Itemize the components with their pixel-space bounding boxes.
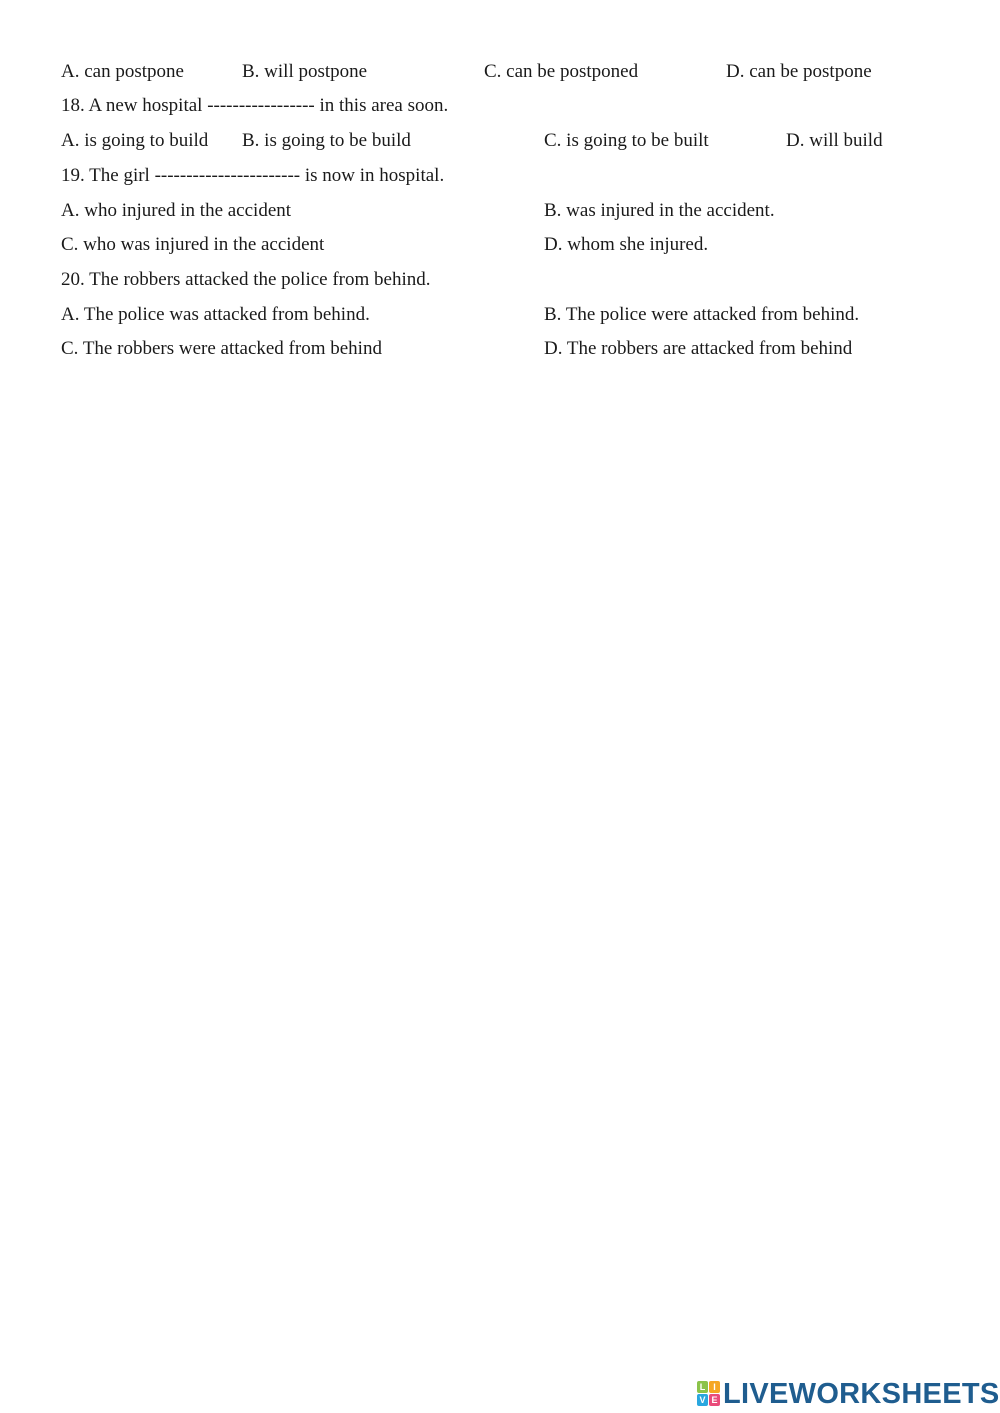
q18-stem: 18. A new hospital ----------------- in this area soon. xyxy=(61,95,449,116)
logo-text: LIVEWORKSHEETS xyxy=(723,1378,1000,1410)
q18-option-c[interactable]: C. is going to be built xyxy=(544,130,709,151)
q20-option-a[interactable]: A. The police was attacked from behind. xyxy=(61,304,370,325)
q18-option-b[interactable]: B. is going to be build xyxy=(242,130,411,151)
q17-option-d[interactable]: D. can be postpone xyxy=(726,61,872,82)
logo-mark-letter: L xyxy=(697,1381,708,1393)
q20-option-b[interactable]: B. The police were attacked from behind. xyxy=(544,304,860,325)
q20-option-c[interactable]: C. The robbers were attacked from behind xyxy=(61,338,382,359)
q19-option-d[interactable]: D. whom she injured. xyxy=(544,234,709,255)
q18-option-a[interactable]: A. is going to build xyxy=(61,130,209,151)
q18-option-d[interactable]: D. will build xyxy=(786,130,883,151)
q20-option-d[interactable]: D. The robbers are attacked from behind xyxy=(544,338,853,359)
q17-option-c[interactable]: C. can be postponed xyxy=(484,61,639,82)
q17-option-a[interactable]: A. can postpone xyxy=(61,61,184,82)
logo-mark-letter: E xyxy=(709,1394,720,1406)
q19-stem: 19. The girl ----------------------- is now in hospital. xyxy=(61,165,445,186)
q20-stem: 20. The robbers attacked the police from behind. xyxy=(61,269,431,290)
q19-option-a[interactable]: A. who injured in the accident xyxy=(61,200,292,221)
liveworksheets-logo xyxy=(697,1378,1000,1410)
logo-mark-letter: I xyxy=(709,1381,720,1393)
logo-mark-icon xyxy=(697,1381,721,1407)
logo-mark-letter: V xyxy=(697,1394,708,1406)
q17-option-b[interactable]: B. will postpone xyxy=(242,61,368,82)
q19-option-b[interactable]: B. was injured in the accident. xyxy=(544,200,775,221)
q19-option-c[interactable]: C. who was injured in the accident xyxy=(61,234,325,255)
